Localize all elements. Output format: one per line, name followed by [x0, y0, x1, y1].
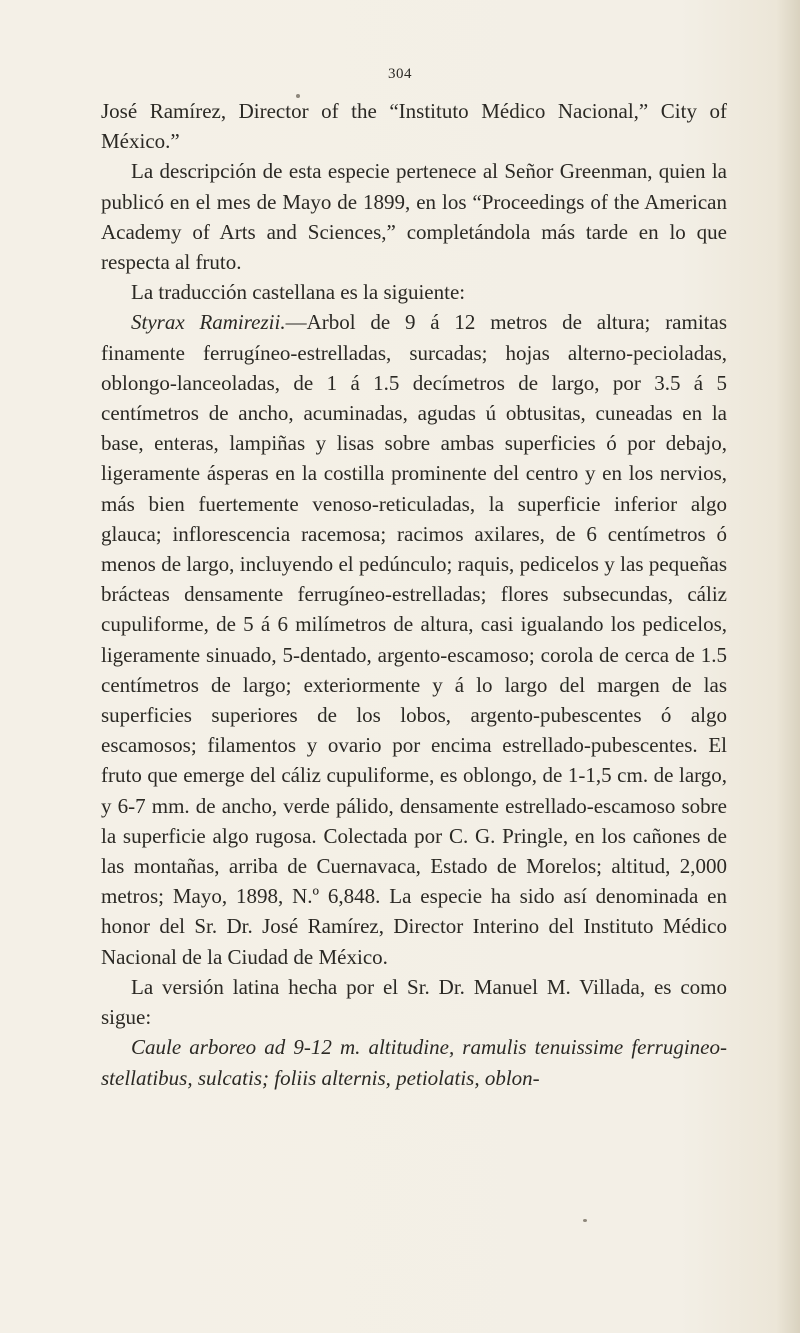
paragraph-translation-intro: La traducción castellana es la siguiente:: [131, 280, 466, 305]
print-speck: [583, 1219, 587, 1222]
body-text: [101, 96, 727, 1093]
paragraph-latin-intro: La versión latina hecha por el Sr. Dr. Manuel M. Villada, es como sigue:: [101, 974, 727, 1030]
species-name: Styrax Ramirezii.: [131, 310, 286, 335]
paragraph-species-description: [101, 307, 727, 971]
paragraph-description-source: La descripción de esta especie pertenece al Señor Greenman, quien la publicó en el mes de Mayo de 1899, en los “Proceedings of the American Academy of Arts and Sciences,” completándola más tarde en lo que respecta al fruto.: [101, 159, 727, 275]
paragraph-continuation: José Ramírez, Director of the “Instituto Médico Nacional,” City of México.”: [101, 99, 727, 154]
page-number: 304: [388, 66, 412, 82]
paragraph-latin-description: Caule arboreo ad 9-12 m. altitudine, ramulis tenuissime ferrugineo-stellatibus, sulcatis; foliis alternis, petiolatis, oblon-: [101, 1035, 727, 1090]
species-description-text: —Arbol de 9 á 12 metros de altura; ramitas finamente ferrugíneo-estrelladas, surcadas; hojas alterno-pecioladas, oblongo-lanceoladas, de 1 á 1.5 decímetros de largo, por 3.5 á 5 centímetros de ancho, acuminadas, agudas ú obtusitas, cuneadas en la base, enteras, lampiñas y lisas sobre ambas superficies ó por debajo, ligeramente ásperas en la costilla prominente del centro y en los nervios, más bien fuertemente venoso-reticuladas, la superficie inferior algo glauca; inflorescencia racemosa; racimos axilares, de 6 centímetros ó menos de largo, incluyendo el pedúnculo; raquis, pedicelos y las pequeñas brácteas densamente ferrugíneo-estrelladas; flores subsecundas, cáliz cupuliforme, de 5 á 6 milímetros de altura, casi igualando los pedicelos, ligeramente sinuado, 5-dentado, argento-escamoso; corola de cerca de 1.5 centímetros de largo; exteriormente y á lo largo del margen de las superficies superiores de los lobos, argento-pubescentes ó algo escamosos; filamentos y ovario por encima estrellado-pubescentes. El fruto que emerge del cáliz cupuliforme, es oblongo, de 1-1,5 cm. de largo, y 6-7 mm. de ancho, verde pálido, densamente estrellado-escamoso sobre la superficie algo rugosa. Colectada por C. G. Pringle, en los cañones de las montañas, arriba de Cuernavaca, Estado de Morelos; altitud, 2,000 metros; Mayo, 1898, N.º 6,848. La especie ha sido así denominada en honor del Sr. Dr. José Ramírez, Director Interino del Instituto Médico Nacional de la Ciudad de México.: [101, 310, 727, 969]
